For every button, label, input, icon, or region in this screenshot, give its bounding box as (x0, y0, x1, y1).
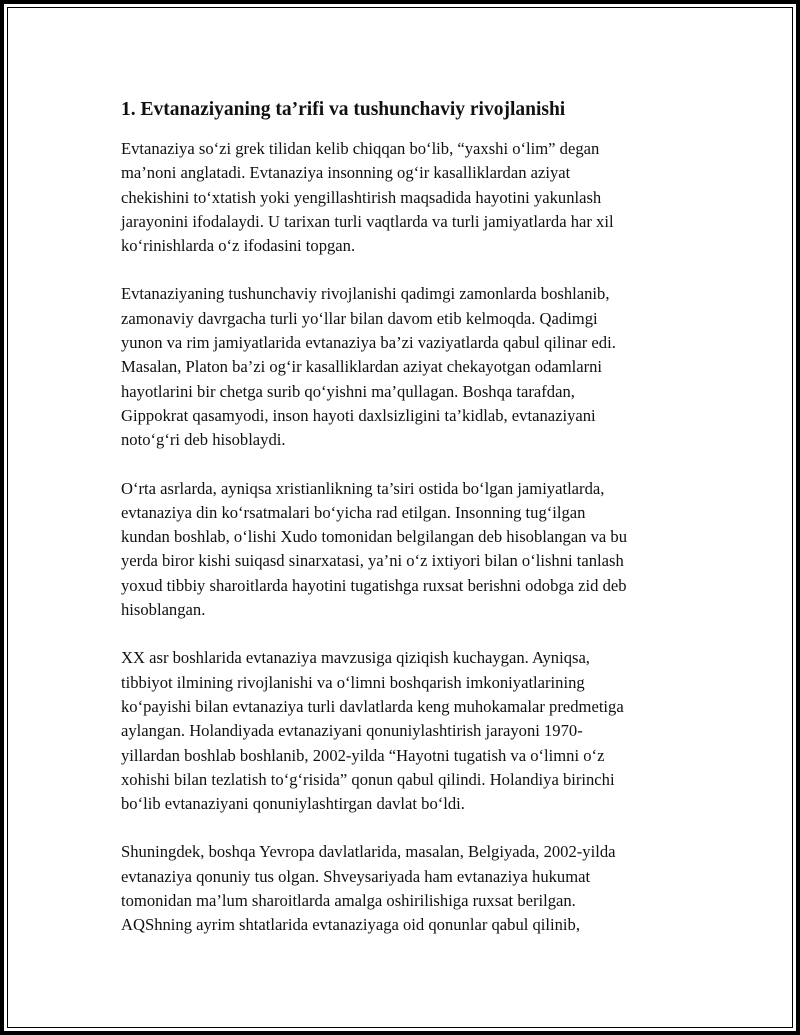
text-line: kundan boshlab, o‘lishi Xudo tomonidan belgilangan deb hisoblangan va bu (121, 527, 628, 547)
text-line: yillardan boshlab boshlanib, 2002-yilda “Hayotni tugatish va o‘limni o‘z (121, 745, 605, 765)
text-line: ko‘payishi bilan evtanaziya turli davlatlarda keng muhokamalar predmetiga (121, 696, 624, 716)
text-line: tomonidan ma’lum sharoitlarda amalga oshirilishiga ruxsat berilgan. (121, 891, 576, 911)
text-line: Evtanaziyaning tushunchaviy rivojlanishi qadimgi zamonlarda boshlanib, (121, 284, 610, 304)
text-line: hisoblangan. (121, 600, 206, 620)
text-line: yunon va rim jamiyatlarida evtanaziya ba’zi vaziyatlarda qabul qilinar edi. (121, 333, 616, 353)
text-line: ma’noni anglatadi. Evtanaziya insonning og‘ir kasalliklardan aziyat (121, 163, 571, 183)
section-heading: 1. Evtanaziyaning ta’rifi va tushunchaviy rivojlanishi (121, 99, 566, 120)
text-line: O‘rta asrlarda, ayniqsa xristianlikning ta’siri ostida bo‘lgan jamiyatlarda, (121, 478, 605, 498)
paragraph (121, 282, 696, 452)
document-body (121, 97, 696, 962)
text-line: AQShning ayrim shtatlarida evtanaziyaga oid qonunlar qabul qilinib, (121, 915, 580, 935)
text-line: bo‘lib evtanaziyani qonuniylashtirgan davlat bo‘ldi. (121, 794, 465, 814)
text-line: yoxud tibbiy sharoitlarda hayotini tugatishga ruxsat berishni odobga zid deb (121, 575, 627, 595)
paragraph (121, 137, 696, 258)
paragraph (121, 477, 696, 623)
text-line: xohishi bilan tezlatish to‘g‘risida” qonun qabul qilindi. Holandiya birinchi (121, 769, 615, 789)
text-line: chekishini to‘xtatish yoki yengillashtirish maqsadida hayotini yakunlash (121, 187, 602, 207)
paragraph (121, 840, 696, 937)
text-line: jarayonini ifodalaydi. U tarixan turli vaqtlarda va turli jamiyatlarda har xil (121, 211, 614, 231)
text-line: hayotlarini bir chetga surib qo‘yishni ma’qullagan. Boshqa tarafdan, (121, 381, 575, 401)
paragraph (121, 646, 696, 816)
text-line: noto‘g‘ri deb hisoblaydi. (121, 430, 286, 450)
text-line: ko‘rinishlarda o‘z ifodasini topgan. (121, 236, 356, 256)
text-line: evtanaziya din ko‘rsatmalari bo‘yicha rad etilgan. Insonning tug‘ilgan (121, 502, 586, 522)
text-line: yerda biror kishi suiqasd sinarxatasi, ya’ni o‘z ixtiyori bilan o‘lishni tanlash (121, 551, 624, 571)
text-line: Masalan, Platon ba’zi og‘ir kasalliklardan aziyat chekayotgan odamlarni (121, 357, 603, 377)
text-line: Evtanaziya so‘zi grek tilidan kelib chiqqan bo‘lib, “yaxshi o‘lim” degan (121, 139, 600, 158)
paragraph-list (121, 137, 696, 938)
text-line: evtanaziya qonuniy tus olgan. Shveysariyada ham evtanaziya hukumat (121, 866, 591, 886)
text-line: tibbiyot ilmining rivojlanishi va o‘limni boshqarish imkoniyatlarining (121, 672, 585, 692)
text-line: Gippokrat qasamyodi, inson hayoti daxlsizligini ta’kidlab, evtanaziyani (121, 405, 596, 425)
text-line: XX asr boshlarida evtanaziya mavzusiga qiziqish kuchaygan. Ayniqsa, (121, 648, 590, 668)
text-line: Shuningdek, boshqa Yevropa davlatlarida, masalan, Belgiyada, 2002-yilda (121, 842, 616, 862)
text-line: aylangan. Holandiyada evtanaziyani qonuniylashtirish jarayoni 1970- (121, 721, 583, 741)
text-line: zamonaviy davrgacha turli yo‘llar bilan davom etib kelmoqda. Qadimgi (121, 308, 598, 328)
